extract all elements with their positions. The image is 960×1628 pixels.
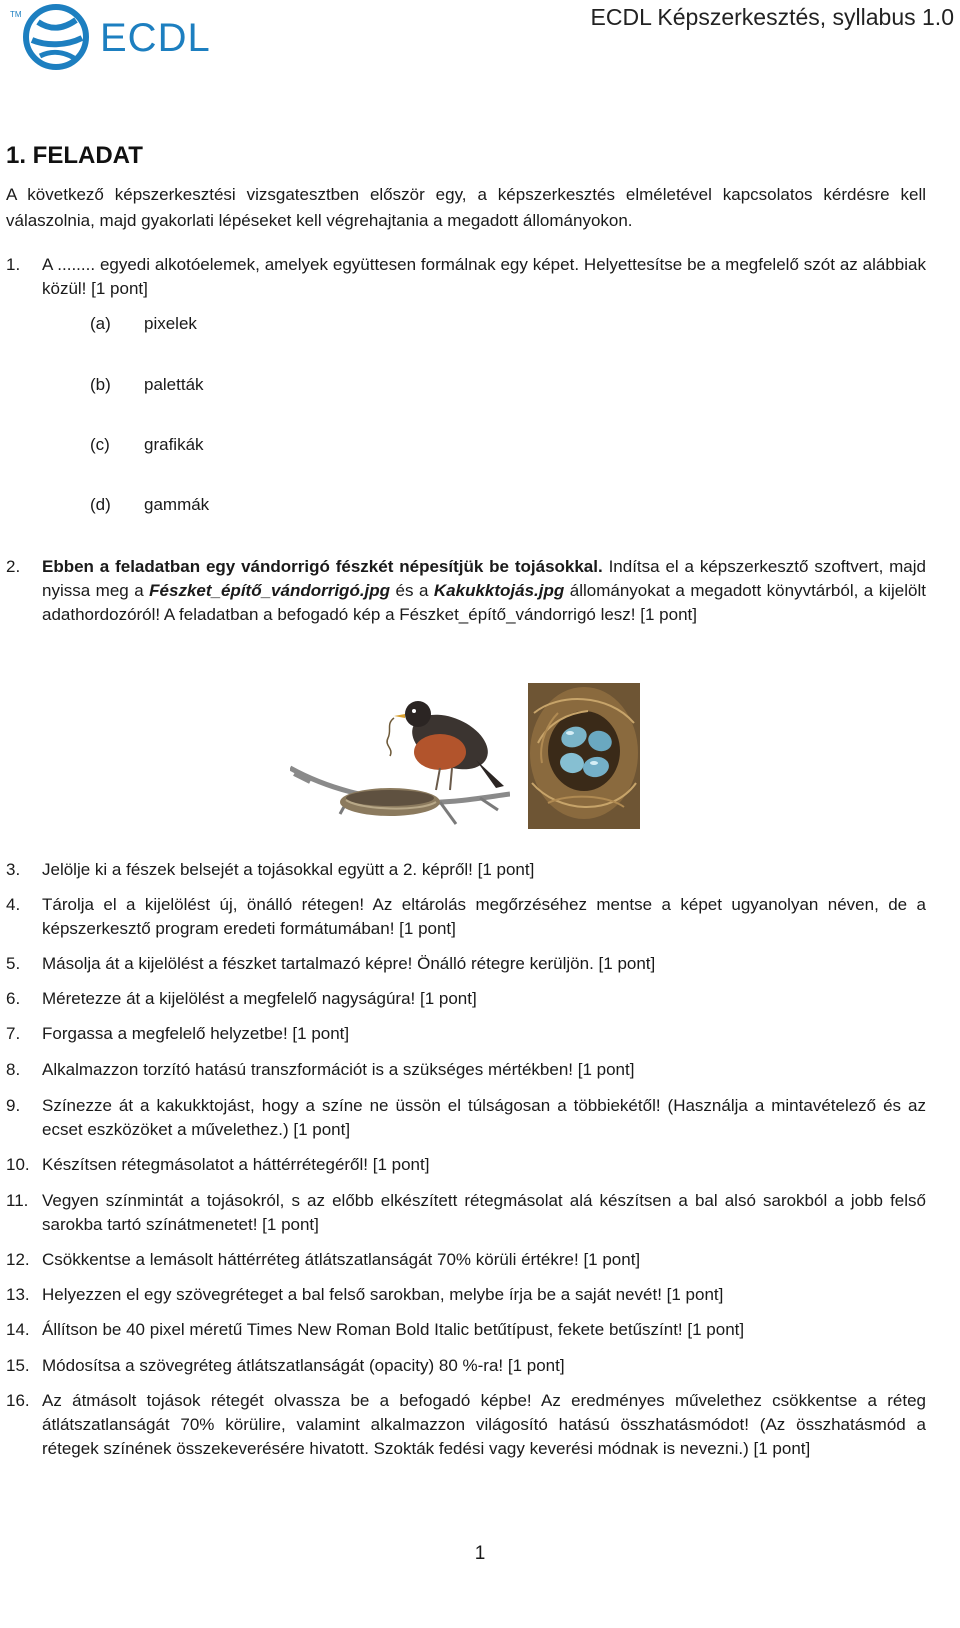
- question-text: Alkalmazzon torzító hatású transzformációt is a szükséges mértékben! [1 pont]: [42, 1060, 635, 1079]
- question-5: [6, 952, 926, 976]
- question-number: 8.: [6, 1060, 21, 1079]
- question-text-part: és a: [390, 581, 434, 600]
- option-letter: (c): [90, 435, 110, 454]
- question-text: [42, 555, 926, 627]
- logo-text: ECDL: [100, 16, 211, 60]
- question-15: [6, 1354, 926, 1378]
- option-label: gammák: [144, 495, 210, 514]
- option-letter: (d): [90, 495, 111, 514]
- question-number: 13.: [6, 1285, 30, 1304]
- question-text-part: Indítsa el a képszerkesztő szoftvert, majd nyissa meg a: [42, 557, 926, 600]
- question-text: Vegyen színmintát a tojásokról, s az előbb elkészített rétegmásolat alá készítsen a bal alsó sarokból a jobb felső sarokba tartó színátmenetet! [1 pont]: [42, 1191, 926, 1234]
- question-text: Módosítsa a szövegréteg átlátszatlanságát (opacity) 80 %-ra! [1 pont]: [42, 1356, 565, 1375]
- option-c: [90, 435, 204, 455]
- option-letter: (a): [90, 314, 111, 333]
- option-label: pixelek: [144, 314, 197, 333]
- question-8: [6, 1058, 926, 1082]
- question-16: [6, 1389, 926, 1461]
- question-text: Állítson be 40 pixel méretű Times New Roman Bold Italic betűtípust, fekete betűszínt! [1 pont]: [42, 1320, 745, 1339]
- question-number: 11.: [6, 1191, 29, 1210]
- question-text: Méretezze át a kijelölést a megfelelő nagyságúra! [1 pont]: [42, 989, 477, 1008]
- question-9: [6, 1094, 926, 1142]
- section-title: 1. FELADAT: [6, 142, 143, 169]
- question-12: [6, 1248, 926, 1272]
- question-7: [6, 1022, 926, 1046]
- option-label: grafikák: [144, 435, 204, 454]
- intro-paragraph: A következő képszerkesztési vizsgatesztben először egy, a képszerkesztés elméletével kapcsolatos kérdésre kell válaszolnia, majd gyakorlati lépéseket kell végrehajtania a megadott állományokon.: [6, 185, 926, 230]
- option-d: [90, 495, 209, 515]
- robin-bird-image: [290, 690, 510, 830]
- question-3: [6, 858, 926, 882]
- document-title: ECDL Képszerkesztés, syllabus 1.0: [590, 4, 954, 30]
- question-number: 15.: [6, 1356, 30, 1375]
- file-name: Kakukktojás.jpg: [433, 581, 565, 600]
- question-number: 5.: [6, 954, 21, 973]
- ecdl-logo: [6, 2, 211, 72]
- question-number: 4.: [6, 895, 21, 914]
- question-14: [6, 1318, 926, 1342]
- question-11: [6, 1189, 926, 1237]
- question-6: [6, 987, 926, 1011]
- option-b: [90, 375, 204, 395]
- question-1: [6, 253, 926, 301]
- trademark-mark: TM: [10, 10, 22, 19]
- option-a: [90, 314, 197, 334]
- question-text: Színezze át a kakukktojást, hogy a színe ne üssön el túlságosan a többiekétől! (Használja a mintavételező és az ecset eszközöket a művelethez.) [1 pont]: [42, 1096, 926, 1139]
- page-number: 1: [474, 1543, 486, 1564]
- question-text: Jelölje ki a fészek belsejét a tojásokkal együtt a 2. képről! [1 pont]: [42, 860, 535, 879]
- ecdl-globe-icon: [18, 2, 96, 72]
- file-name: Fészket_építő_vándorrigó.jpg: [149, 581, 391, 600]
- question-number: 6.: [6, 989, 21, 1008]
- question-text: Csökkentse a lemásolt háttérréteg átlátszatlanságát 70% körüli értékre! [1 pont]: [42, 1250, 641, 1269]
- question-13: [6, 1283, 926, 1307]
- question-number: 12.: [6, 1250, 30, 1269]
- question-number: 10.: [6, 1155, 30, 1174]
- question-2: [6, 555, 926, 627]
- question-text-part: állományokat a megadott könyvtárból, a kijelölt adathordozóról! A feladatban a befogadó kép a Fészket_építő_vándorrigó lesz! [1 pont]: [42, 581, 926, 624]
- option-label: paletták: [144, 375, 204, 394]
- question-text: Az átmásolt tojások rétegét olvassza be a befogadó képbe! Az eredményes művelethez csökkentse a réteg átlátszatlanságát 70% körülire, valamint alkalmazzon világosító hatású összhatásmódot! (Az összhatásmód a rétegek színének összekeverésére hivatott. Szokták fedési vagy keverési módnak is nevezni.) [1 pont]: [42, 1391, 926, 1458]
- nest-with-eggs-image: [528, 683, 640, 829]
- question-number: 2.: [6, 557, 21, 576]
- question-number: 14.: [6, 1320, 30, 1339]
- question-bold-lead: Ebben a feladatban egy vándorrigó fészkét népesítjük be tojásokkal.: [42, 557, 603, 576]
- question-number: 3.: [6, 860, 21, 879]
- question-text: A ........ egyedi alkotóelemek, amelyek együttesen formálnak egy képet. Helyettesítse be a megfelelő szót az alábbiak közül! [1 pont]: [42, 255, 926, 298]
- question-4: [6, 893, 926, 941]
- question-number: 9.: [6, 1096, 21, 1115]
- option-letter: (b): [90, 375, 111, 394]
- question-number: 7.: [6, 1024, 21, 1043]
- question-text: Helyezzen el egy szövegréteget a bal felső sarokban, melybe írja be a saját nevét! [1 pont]: [42, 1285, 724, 1304]
- question-text: Másolja át a kijelölést a fészket tartalmazó képre! Önálló rétegre kerüljön. [1 pont]: [42, 954, 656, 973]
- question-text: Készítsen rétegmásolatot a háttérrétegéről! [1 pont]: [42, 1155, 430, 1174]
- question-number: 1.: [6, 255, 21, 274]
- question-number: 16.: [6, 1391, 30, 1410]
- question-text: Tárolja el a kijelölést új, önálló rétegen! Az eltárolás megőrzéséhez mentse a képet ugyanolyan néven, de a képszerkesztő program eredeti formátumában! [1 pont]: [42, 895, 926, 938]
- question-10: [6, 1153, 926, 1177]
- question-text: Forgassa a megfelelő helyzetbe! [1 pont]: [42, 1024, 350, 1043]
